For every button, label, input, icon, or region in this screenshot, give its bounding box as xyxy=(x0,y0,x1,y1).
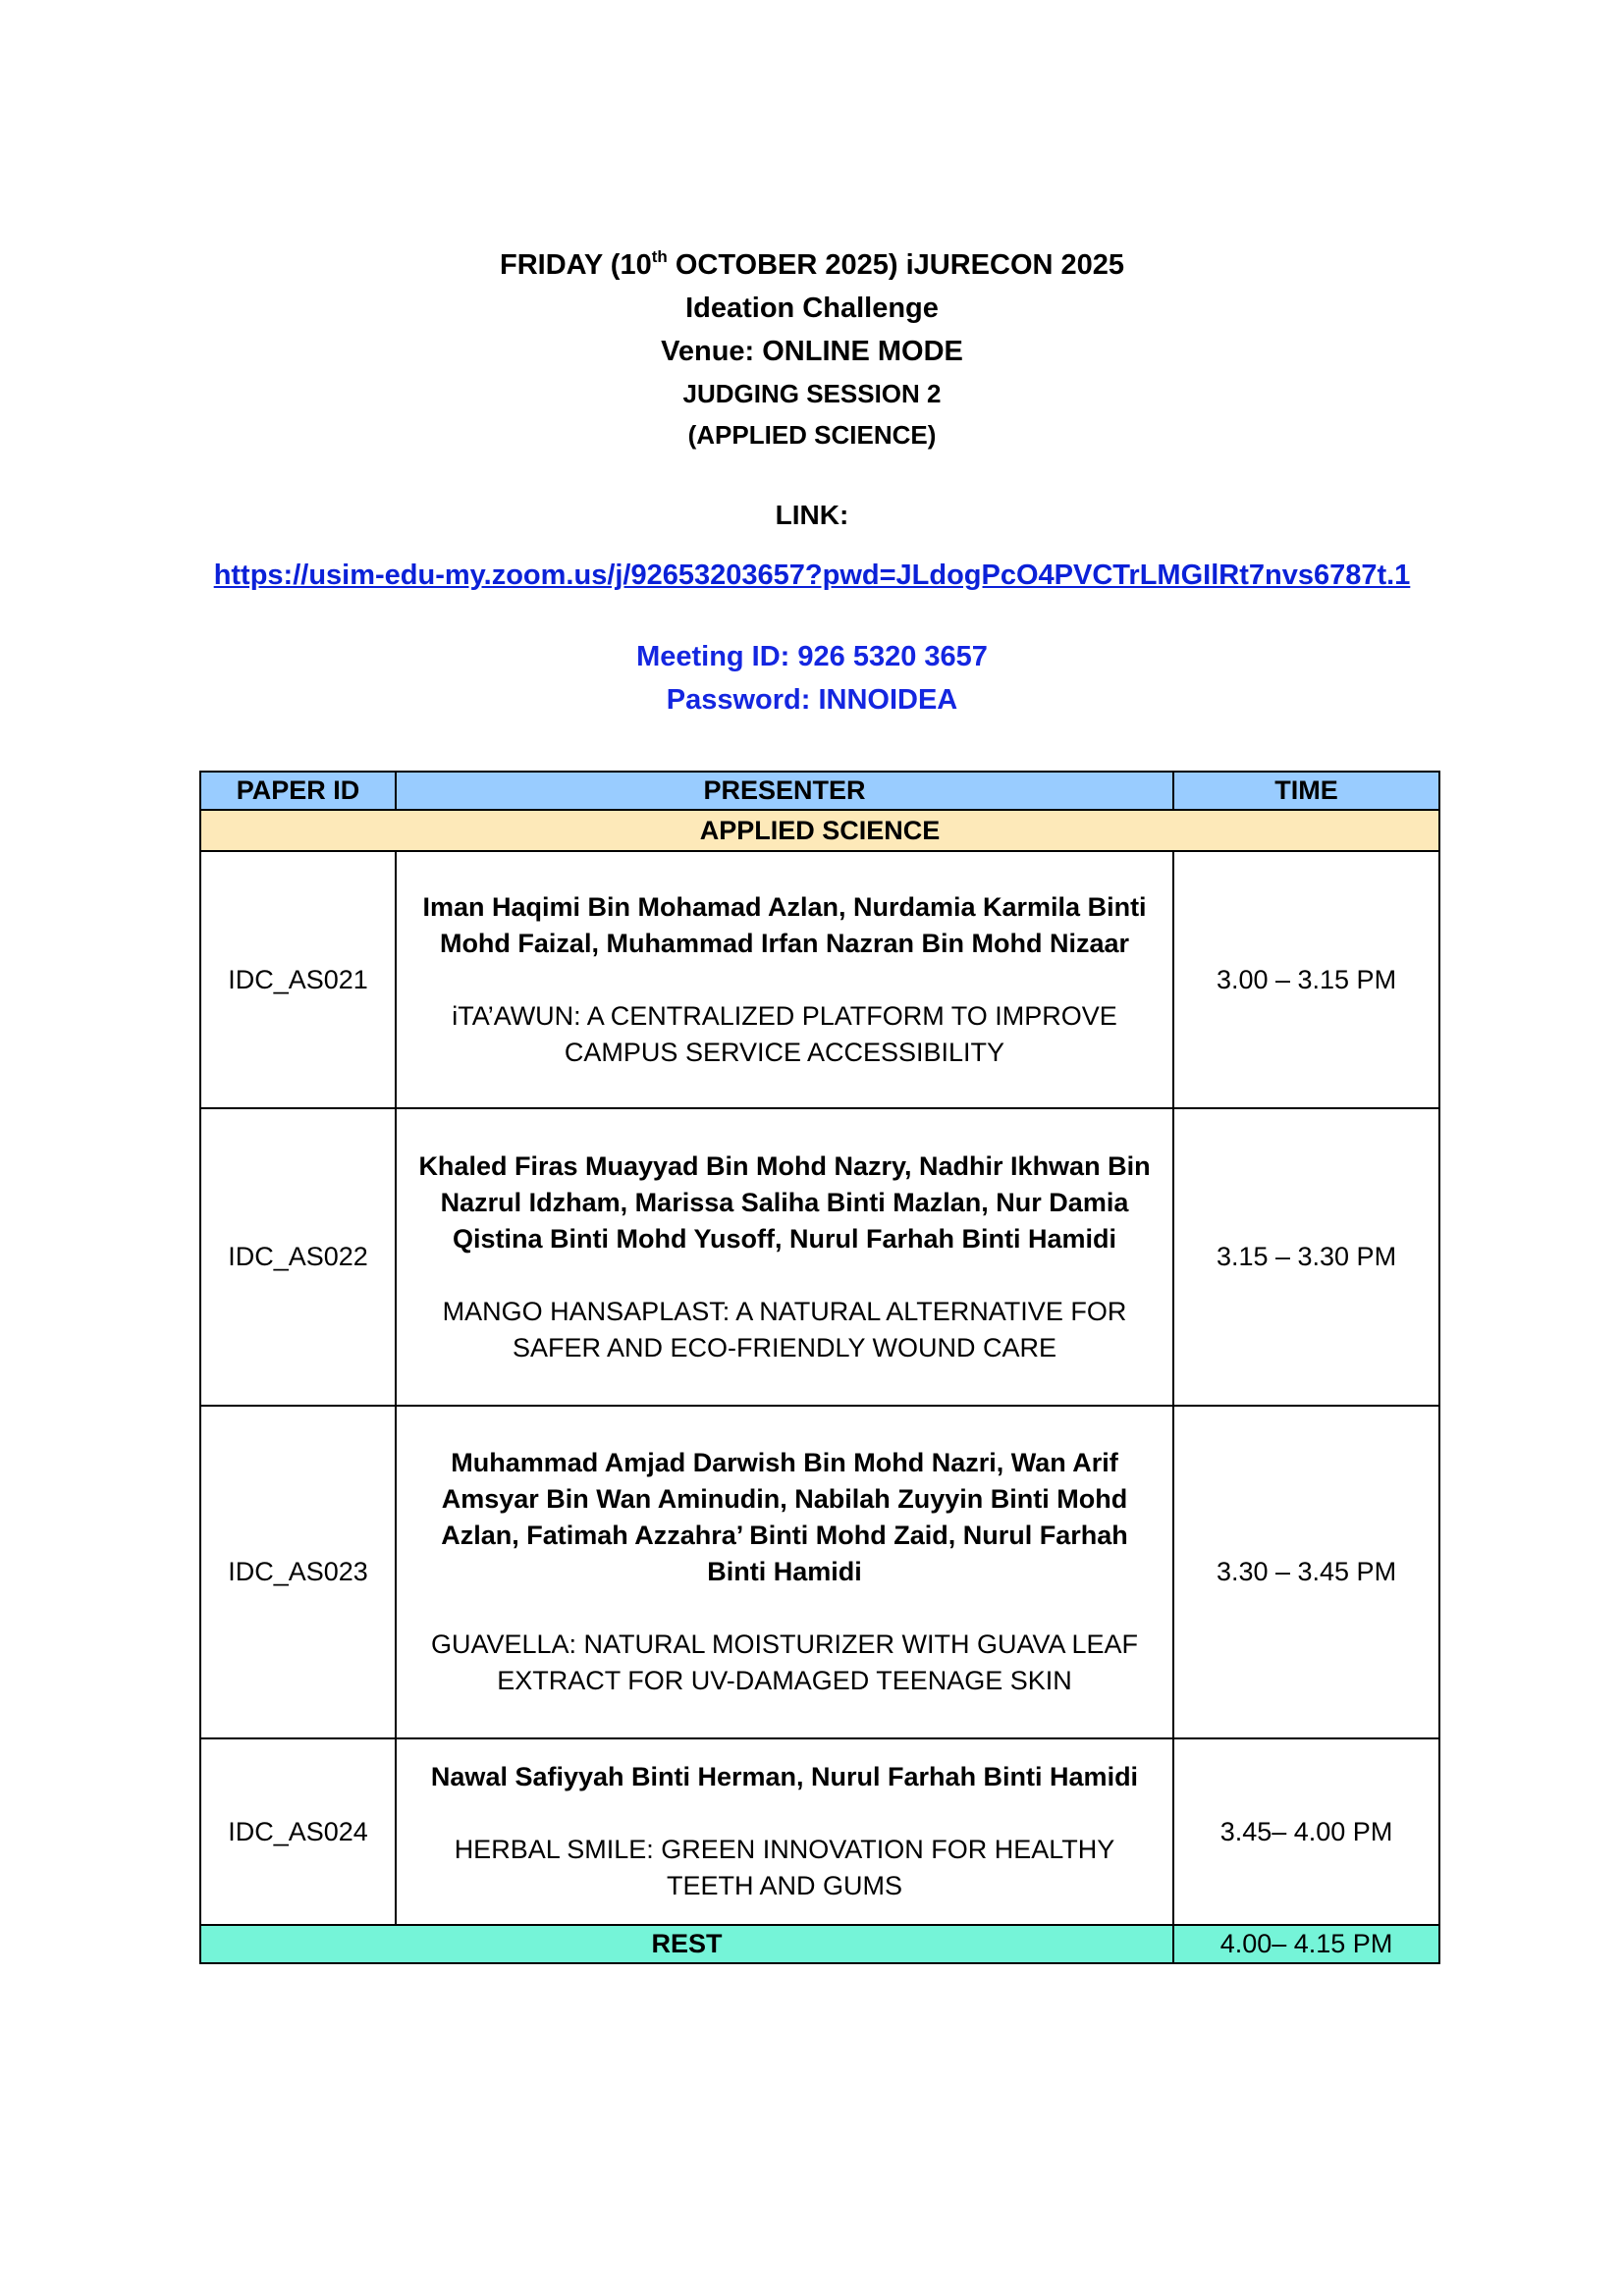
section-row xyxy=(200,810,1439,851)
table-row xyxy=(200,1108,1439,1406)
event-title: FRIDAY (10th OCTOBER 2025) iJURECON 2025 xyxy=(499,247,1125,281)
meeting-id: Meeting ID: 926 5320 3657 xyxy=(636,641,988,672)
session-title: JUDGING SESSION 2 xyxy=(682,379,942,408)
table-header-row xyxy=(200,772,1439,810)
rest-label: REST xyxy=(200,1925,1173,1963)
presenter-names: Khaled Firas Muayyad Bin Mohd Nazry, Nadhir Ikhwan Bin Nazrul Idzham, Marissa Saliha Binti Mazlan, Nur Damia Qistina Binti Mohd Yusoff, Nurul Farhah Binti Hamidi xyxy=(418,1150,1151,1254)
presenter-names: Muhammad Amjad Darwish Bin Mohd Nazri, Wan Arif Amsyar Bin Wan Aminudin, Nabilah Zuyyin Binti Mohd Azlan, Fatimah Azzahra’ Binti Mohd Zaid, Nurul Farhah Binti Hamidi xyxy=(441,1448,1128,1586)
paper-id: IDC_AS024 xyxy=(200,1738,396,1925)
paper-id: IDC_AS023 xyxy=(200,1406,396,1738)
session-category: (APPLIED SCIENCE) xyxy=(687,420,937,450)
time-slot: 3.30 – 3.45 PM xyxy=(1173,1406,1439,1738)
rest-row xyxy=(200,1925,1439,1963)
zoom-link[interactable]: https://usim-edu-my.zoom.us/j/92653203657?pwd=JLdogPcO4PVCTrLMGIlRt7nvs6787t.1 xyxy=(213,560,1411,591)
presenter-cell xyxy=(396,1406,1173,1738)
presenter-cell xyxy=(396,1738,1173,1925)
presenter-names: Nawal Safiyyah Binti Herman, Nurul Farhah Binti Hamidi xyxy=(430,1762,1139,1791)
meeting-password: Password: INNOIDEA xyxy=(666,684,958,716)
paper-id: IDC_AS022 xyxy=(200,1108,396,1406)
rest-time: 4.00– 4.15 PM xyxy=(1173,1925,1439,1963)
link-label: LINK: xyxy=(775,500,849,530)
presenter-names: Iman Haqimi Bin Mohamad Azlan, Nurdamia Karmila Binti Mohd Faizal, Muhammad Irfan Nazran Bin Mohd Nizaar xyxy=(422,891,1147,958)
time-slot: 3.15 – 3.30 PM xyxy=(1173,1108,1439,1406)
header-time: TIME xyxy=(1173,772,1439,810)
time-slot: 3.00 – 3.15 PM xyxy=(1173,851,1439,1108)
paper-id: IDC_AS021 xyxy=(200,851,396,1108)
venue: Venue: ONLINE MODE xyxy=(661,336,963,367)
document-header xyxy=(0,243,1624,721)
table-row xyxy=(200,1738,1439,1925)
header-paper-id: PAPER ID xyxy=(200,772,396,810)
project-title: HERBAL SMILE: GREEN INNOVATION FOR HEALTHY TEETH AND GUMS xyxy=(454,1835,1115,1900)
meeting-info xyxy=(0,635,1624,721)
presenter-cell xyxy=(396,1108,1173,1406)
event-subtitle: Ideation Challenge xyxy=(685,293,939,324)
table-row xyxy=(200,1406,1439,1738)
time-slot: 3.45– 4.00 PM xyxy=(1173,1738,1439,1925)
header-presenter: PRESENTER xyxy=(396,772,1173,810)
section-label: APPLIED SCIENCE xyxy=(200,810,1439,851)
project-title: GUAVELLA: NATURAL MOISTURIZER WITH GUAVA LEAF EXTRACT FOR UV-DAMAGED TEENAGE SKIN xyxy=(430,1629,1139,1695)
schedule-table xyxy=(199,771,1440,1964)
project-title: MANGO HANSAPLAST: A NATURAL ALTERNATIVE FOR SAFER AND ECO-FRIENDLY WOUND CARE xyxy=(442,1296,1127,1362)
project-title: iTA’AWUN: A CENTRALIZED PLATFORM TO IMPROVE CAMPUS SERVICE ACCESSIBILITY xyxy=(452,1000,1117,1067)
presenter-cell xyxy=(396,851,1173,1108)
table-row xyxy=(200,851,1439,1108)
